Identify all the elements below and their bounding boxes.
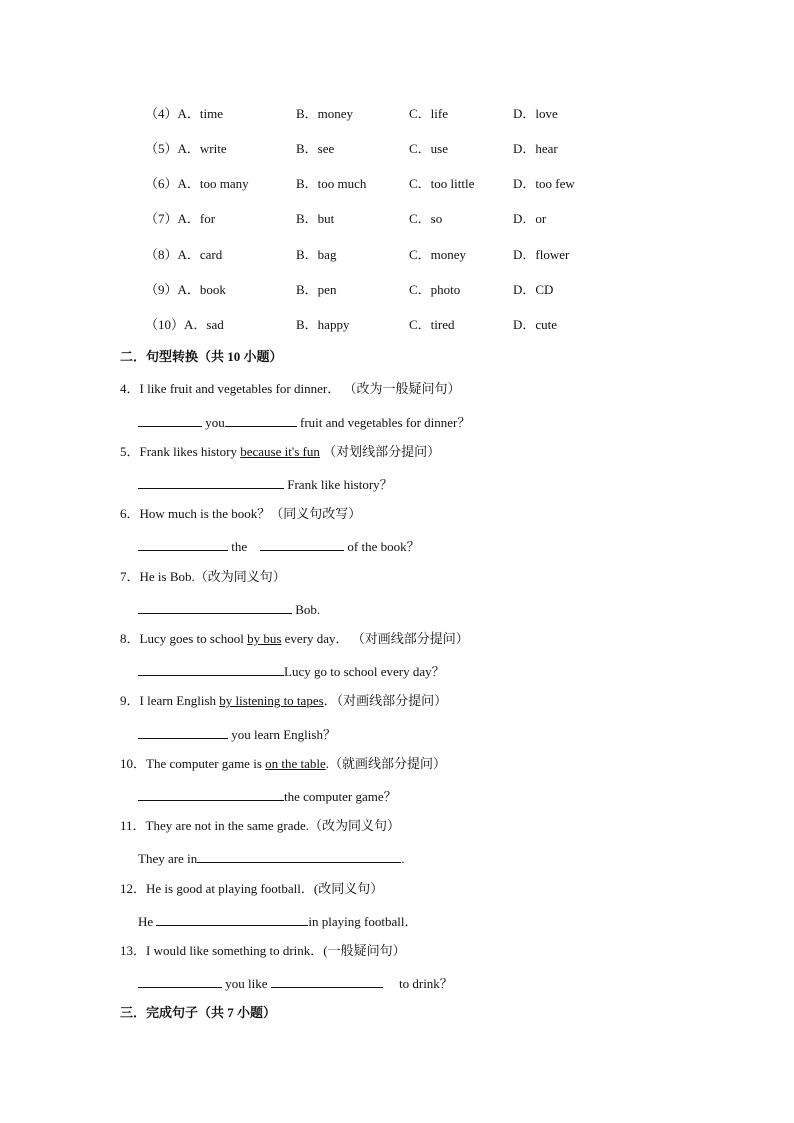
answer-line-8: Lucy go to school every day？ <box>138 661 445 679</box>
answer-line-9: you learn English？ <box>138 724 336 742</box>
answer-line-13: you like to drink？ <box>138 973 453 991</box>
blank[interactable] <box>138 973 222 988</box>
section-heading-3: 三．完成句子（共 7 小题） <box>120 1005 277 1020</box>
answer-line-6: the of the book？ <box>138 536 420 554</box>
answer-line-10: the computer game？ <box>138 786 397 804</box>
question-12: 12．He is good at playing football．(改同义句） <box>120 881 384 896</box>
blank[interactable] <box>138 724 228 739</box>
question-4: 4．I like fruit and vegetables for dinner． （改为一般疑问句） <box>120 381 461 396</box>
blank[interactable] <box>138 474 284 489</box>
blank[interactable] <box>138 599 292 614</box>
blank[interactable] <box>260 536 344 551</box>
blank[interactable] <box>138 412 202 427</box>
answer-line-12: He in playing football． <box>138 911 417 929</box>
question-5: 5．Frank likes history because it's fun （对划线部分提问） <box>120 444 441 459</box>
blank[interactable] <box>197 848 401 863</box>
blank[interactable] <box>138 786 284 801</box>
question-10: 10．The computer game is on the table.（就画线部分提问） <box>120 756 447 771</box>
question-7: 7．He is Bob.（改为同义句） <box>120 569 286 584</box>
blank[interactable] <box>271 973 383 988</box>
answer-line-5: Frank like history？ <box>138 474 393 492</box>
question-11: 11．They are not in the same grade.（改为同义句） <box>120 818 401 833</box>
question-9: 9．I learn English by listening to tapes．（对画线部分提问） <box>120 693 448 708</box>
blank[interactable] <box>225 412 297 427</box>
answer-line-7: Bob. <box>138 599 320 617</box>
blank[interactable] <box>138 661 284 676</box>
question-8: 8．Lucy goes to school by bus every day． （对画线部分提问） <box>120 631 469 646</box>
blank[interactable] <box>156 911 308 926</box>
answer-line-4: you fruit and vegetables for dinner？ <box>138 412 470 430</box>
document-page: （4）A．time B．money C．life D．love （5）A．write B．see C．use D．hear （6）A．too many B．too much C．too little D．too few （7）A．for B．but C．so D．or （8）A．card B．bag C．money D．flower （9）A．book B．pen C．photo D．CD （10）A．sad B．happy C．tired D．cute 二．句型转换（共 10 小题） 4．I like fruit and vegetables for dinner． （改为一般疑问句） you fruit and vegetables for dinner？ 5．Frank likes history because it's fun （对划线部分提问） Frank like history？ 6．How much is the book？（同义句改写） the of the book？ 7．He is Bob.（改为同义句） Bob. 8．Lucy goes to school by bus every day． （对画线部分提问） Lucy go to school every day？ 9．I learn English by listening to tapes．（对画线部分提问） you learn English？ 10．The computer game is on the table.（就画线部分提问） the computer game？ 11．They are not in the same grade.（改为同义句） They are in . 12．He is good at playing football．(改同义句） He in playing football． 13．I would like something to drink．(一般疑问句） you like to drink？ 三．完成句子（共 7 小题） <box>120 106 575 1020</box>
question-6: 6．How much is the book？（同义句改写） <box>120 506 362 521</box>
answer-line-11: They are in . <box>138 848 404 866</box>
question-13: 13．I would like something to drink．(一般疑问句） <box>120 943 406 958</box>
blank[interactable] <box>138 536 228 551</box>
section-heading-2: 二．句型转换（共 10 小题） <box>120 349 283 364</box>
